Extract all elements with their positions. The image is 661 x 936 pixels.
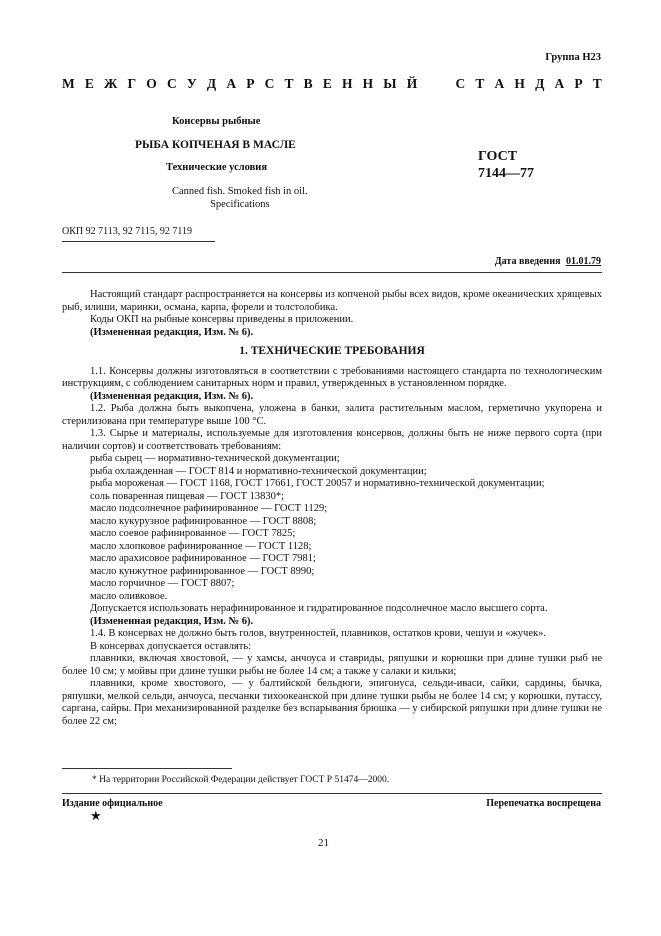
- banner-letter: Т: [284, 76, 294, 91]
- banner-letter: Ж: [104, 76, 118, 91]
- banner-letter: Т: [592, 76, 602, 91]
- banner-letter: Д: [206, 76, 217, 91]
- banner-letter: Р: [246, 76, 255, 91]
- list-item: соль поваренная пищевая — ГОСТ 13830*;: [90, 490, 285, 502]
- gost-designation: [478, 148, 534, 182]
- paragraph: Допускается использовать нерафинированное и гидратированное подсолнечное масло высшего сорта.: [90, 603, 548, 614]
- banner-letter: Т: [475, 76, 485, 91]
- banner-letter: Н: [341, 76, 353, 91]
- paragraph: плавники, кроме хвостового, — у балтийской бельдюги, эпигонуса, сельди-иваси, сайки, сардины, бычка, ряпушки, мелкой сельди, анчоуса, песчанки тихоокеанской при длине тушки рыбы не более 14 см; у корюшки, путассу, саргана, сайры. При механизированной разделке без вспарывания брюшка — у сибирской ряпушки при длине тушки не более 22 см;: [62, 678, 602, 727]
- list-item: рыба сырец — нормативно-технической документации;: [90, 453, 340, 464]
- list-item: масло кунжутное рафинированное — ГОСТ 8990;: [90, 565, 315, 577]
- banner-letter: С: [455, 76, 466, 91]
- edition-label: Издание официальное: [62, 798, 163, 809]
- date-divider: [62, 272, 602, 273]
- date-value: 01.01.79: [566, 256, 601, 267]
- group-code: Группа Н23: [545, 52, 601, 63]
- banner-letter: У: [186, 76, 197, 91]
- banner-letter: А: [494, 76, 505, 91]
- list-item: рыба охлажденная — ГОСТ 814 и нормативно-технической документации;: [90, 465, 427, 477]
- paragraph: 1.3. Сырье и материалы, используемые для изготовления консервов, должны быть не ниже первого сорта (при наличии сортов) и соответствовать требованиям:: [62, 428, 602, 452]
- banner-letter: А: [554, 76, 565, 91]
- banner-letter: Ы: [383, 76, 397, 91]
- banner-gap: [427, 76, 445, 92]
- list-item: масло оливковое.: [90, 590, 168, 602]
- title-category: Консервы рыбные: [172, 116, 261, 127]
- introduction-date: [495, 256, 601, 267]
- banner-letter: Г: [127, 76, 137, 91]
- banner-letter: Й: [406, 76, 418, 91]
- gost-label: ГОСТ: [478, 149, 518, 164]
- paragraph: В консервах допускается оставлять:: [90, 640, 252, 652]
- page-number: 21: [318, 837, 329, 849]
- footnote-divider: [62, 768, 232, 769]
- banner-letter: Н: [514, 76, 525, 91]
- paragraph: 1.1. Консервы должны изготовляться в соответствии с требованиями настоящего стандарта по технологическим инструкциям, с соблюдением санитарных норм и правил, утвержденных в установленном порядке.: [62, 365, 602, 389]
- list-item: масло арахисовое рафинированное — ГОСТ 7981;: [90, 553, 316, 564]
- paragraph: плавники, включая хвостовой, — у хамсы, анчоуса и ставриды, ряпушки и корюшки при длине тушки рыб не более 10 см; у мойвы при длине тушки рыбы не более 14 см; а также у салаки и кильки;: [62, 653, 602, 677]
- banner-letter: А: [226, 76, 237, 91]
- list-item: масло хлопковое рафинированное — ГОСТ 1128;: [90, 540, 312, 552]
- paragraph: 1.4. В консервах не должно быть голов, внутренностей, плавников, остатков крови, чешуи и «жучек».: [90, 628, 546, 639]
- banner-letter: С: [166, 76, 177, 91]
- list-item: масло соевое рафинированное — ГОСТ 7825;: [90, 528, 296, 539]
- amendment-note: (Измененная редакция, Изм. № 6).: [90, 390, 254, 402]
- gost-number: 7144—77: [478, 166, 534, 181]
- footnote: * На территории Российской Федерации действует ГОСТ Р 51474—2000.: [92, 775, 390, 785]
- date-label: Дата введения: [494, 256, 561, 267]
- document-body: [62, 289, 602, 728]
- standard-banner: [62, 76, 602, 92]
- banner-letter: Д: [535, 76, 545, 91]
- banner-letter: С: [264, 76, 275, 91]
- banner-letter: Е: [322, 76, 332, 91]
- amendment-note: (Измененная редакция, Изм. № 6).: [90, 615, 254, 627]
- title-main: РЫБА КОПЧЕНАЯ В МАСЛЕ: [135, 139, 296, 151]
- banner-letter: Н: [362, 76, 374, 91]
- paragraph: 1.2. Рыба должна быть выкопчена, уложена в банки, залита растительным маслом, герметично укупорена и стерилизована при температуре выше 100 °С.: [62, 403, 602, 427]
- paragraph: Коды ОКП на рыбные консервы приведены в приложении.: [90, 314, 354, 325]
- title-english-line2: Specifications: [210, 199, 270, 210]
- banner-letter: В: [303, 76, 313, 91]
- list-item: масло кукурузное рафинированное — ГОСТ 8808;: [90, 515, 317, 527]
- reprint-notice: Перепечатка воспрещена: [486, 798, 601, 809]
- title-english: [172, 185, 308, 211]
- banner-letter: Р: [574, 76, 583, 91]
- list-item: масло горчичное — ГОСТ 8807;: [90, 578, 235, 589]
- amendment-note: (Измененная редакция, Изм. № 6).: [90, 326, 254, 338]
- footer-divider: [62, 793, 602, 794]
- title-subtitle: Технические условия: [166, 162, 268, 173]
- okp-codes: ОКП 92 7113, 92 7115, 92 7119: [62, 226, 192, 237]
- banner-letter: М: [62, 76, 75, 91]
- star-icon: ★: [90, 808, 102, 823]
- banner-letter: О: [146, 76, 157, 91]
- banner-letter: Е: [84, 76, 94, 91]
- paragraph: Настоящий стандарт распространяется на консервы из копченой рыбы всех видов, кроме океанических хрящевых рыб, илиши, маринки, османа, карпа, форели и толстолобика.: [62, 289, 602, 313]
- title-english-line1: Canned fish. Smoked fish in oil.: [172, 186, 308, 197]
- okp-divider: [62, 241, 215, 242]
- section-heading: 1. ТЕХНИЧЕСКИЕ ТРЕБОВАНИЯ: [239, 345, 425, 357]
- list-item: рыба мороженая — ГОСТ 1168, ГОСТ 17661, ГОСТ 20057 и нормативно-технической документации;: [90, 478, 545, 489]
- list-item: масло подсолнечное рафинированное — ГОСТ 1129;: [90, 503, 328, 514]
